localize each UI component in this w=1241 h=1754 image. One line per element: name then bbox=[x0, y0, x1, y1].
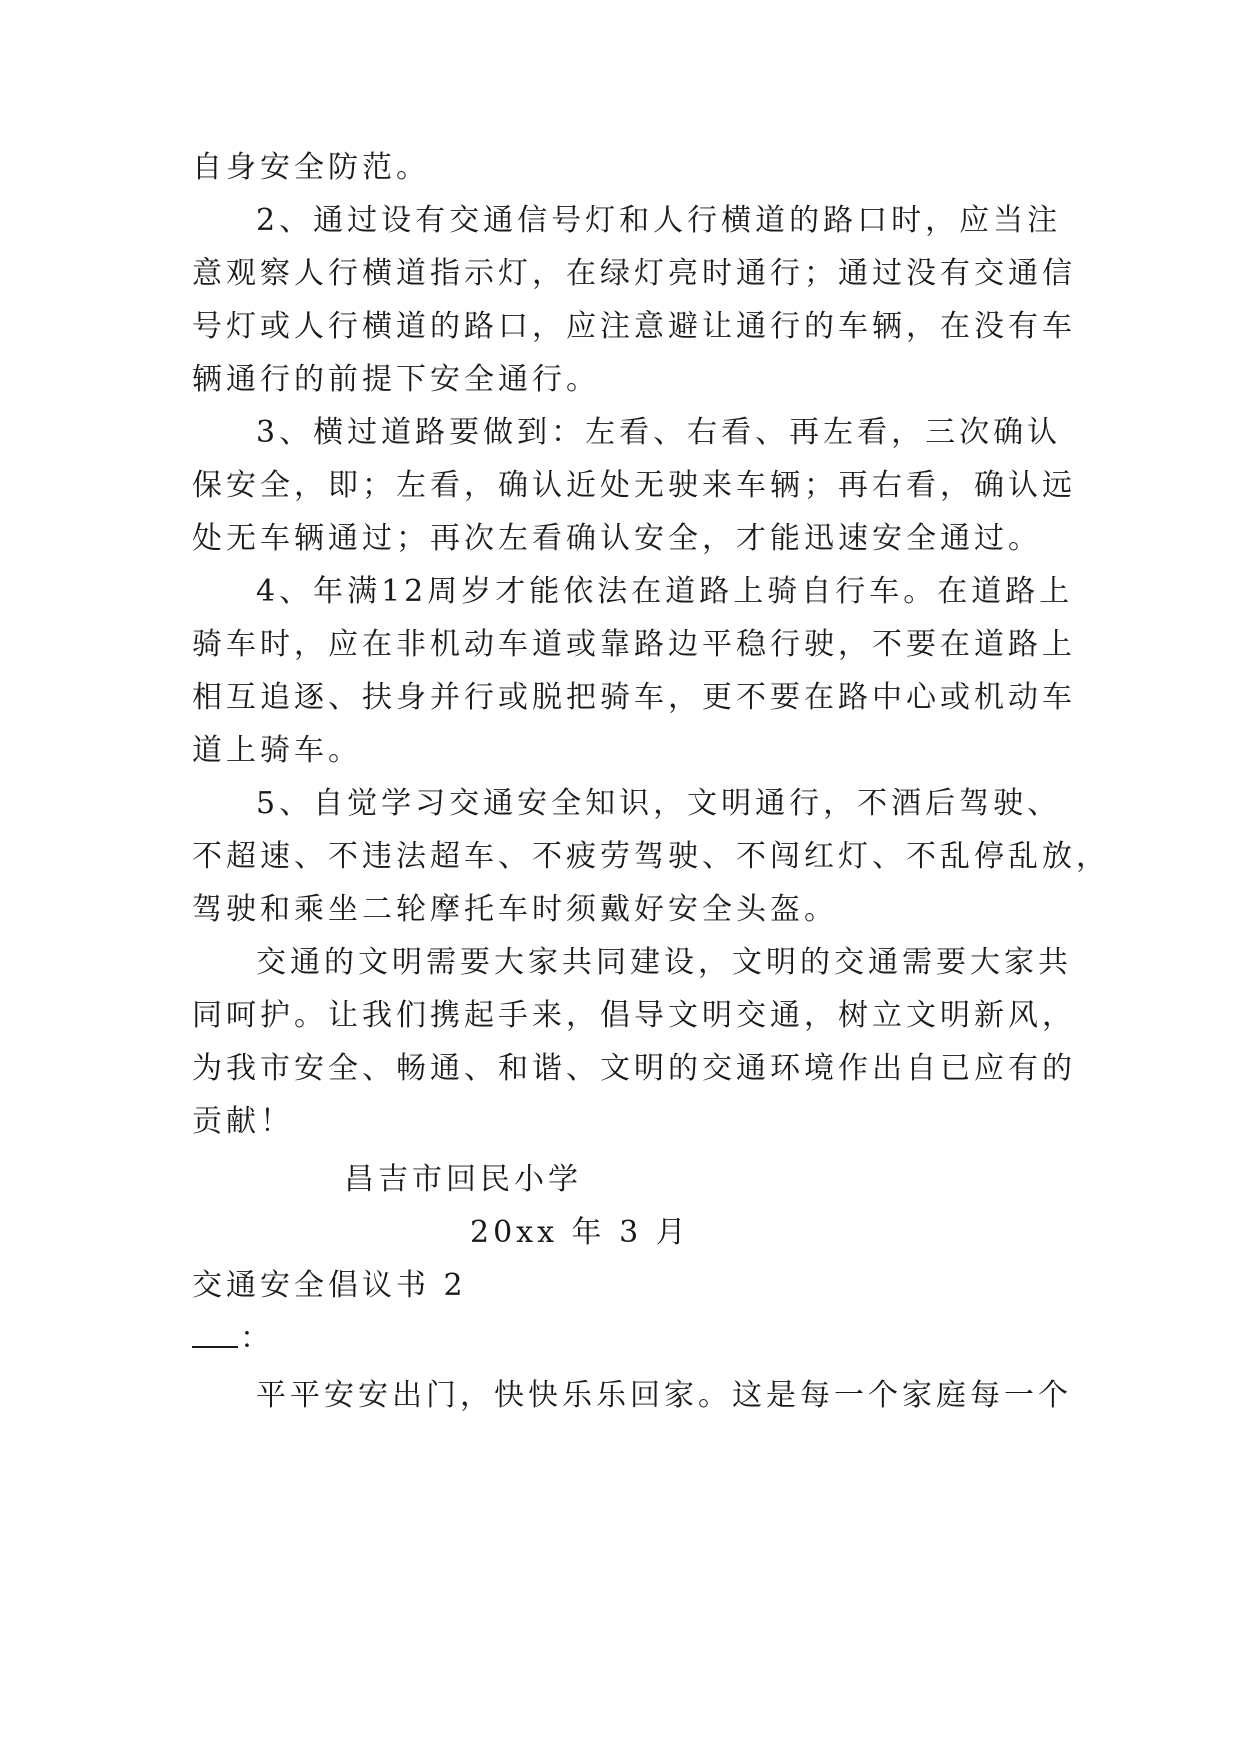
salutation-blank bbox=[192, 1320, 238, 1348]
text-line: 不超速、不违法超车、不疲劳驾驶、不闯红灯、不乱停乱放， bbox=[192, 839, 1110, 874]
text-line: 驾驶和乘坐二轮摩托车时须戴好安全头盔。 bbox=[192, 892, 838, 927]
text-line: 相互追逐、扶身并行或脱把骑车，更不要在路中心或机动车 bbox=[192, 680, 1076, 715]
text-line: 4、年满12周岁才能依法在道路上骑自行车。在道路上 bbox=[256, 574, 1074, 609]
section-title: 交通安全倡议书 2 bbox=[192, 1268, 467, 1303]
text-line: 5、自觉学习交通安全知识，文明通行，不酒后驾驶、 bbox=[256, 786, 1062, 821]
text-line: 保安全，即；左看，确认近处无驶来车辆；再右看，确认远 bbox=[192, 468, 1076, 503]
salutation bbox=[192, 1319, 274, 1359]
text-line: 为我市安全、畅通、和谐、文明的交通环境作出自已应有的 bbox=[192, 1051, 1076, 1086]
text-line: 自身安全防范。 bbox=[192, 150, 430, 185]
text-line: 处无车辆通过；再次左看确认安全，才能迅速安全通过。 bbox=[192, 521, 1042, 556]
salutation-colon: ： bbox=[240, 1321, 274, 1356]
text-line: 号灯或人行横道的路口，应注意避让通行的车辆，在没有车 bbox=[192, 309, 1076, 344]
date: 20xx 年 3 月 bbox=[470, 1215, 690, 1250]
text-line: 交通的文明需要大家共同建设，文明的交通需要大家共 bbox=[256, 945, 1072, 980]
text-line: 同呵护。让我们携起手来，倡导文明交通，树立文明新风， bbox=[192, 998, 1076, 1033]
signature: 昌吉市回民小学 bbox=[344, 1162, 582, 1197]
text-line: 道上骑车。 bbox=[192, 733, 362, 768]
text-line: 辆通行的前提下安全通行。 bbox=[192, 362, 600, 397]
text-line: 3、横过道路要做到：左看、右看、再左看，三次确认 bbox=[256, 415, 1062, 450]
text-line: 骑车时，应在非机动车道或靠路边平稳行驶，不要在道路上 bbox=[192, 627, 1076, 662]
text-line: 贡献！ bbox=[192, 1104, 294, 1139]
text-line: 2、通过设有交通信号灯和人行横道的路口时，应当注 bbox=[256, 203, 1062, 238]
text-line: 平平安安出门，快快乐乐回家。这是每一个家庭每一个 bbox=[256, 1378, 1072, 1413]
text-line: 意观察人行横道指示灯，在绿灯亮时通行；通过没有交通信 bbox=[192, 256, 1076, 291]
